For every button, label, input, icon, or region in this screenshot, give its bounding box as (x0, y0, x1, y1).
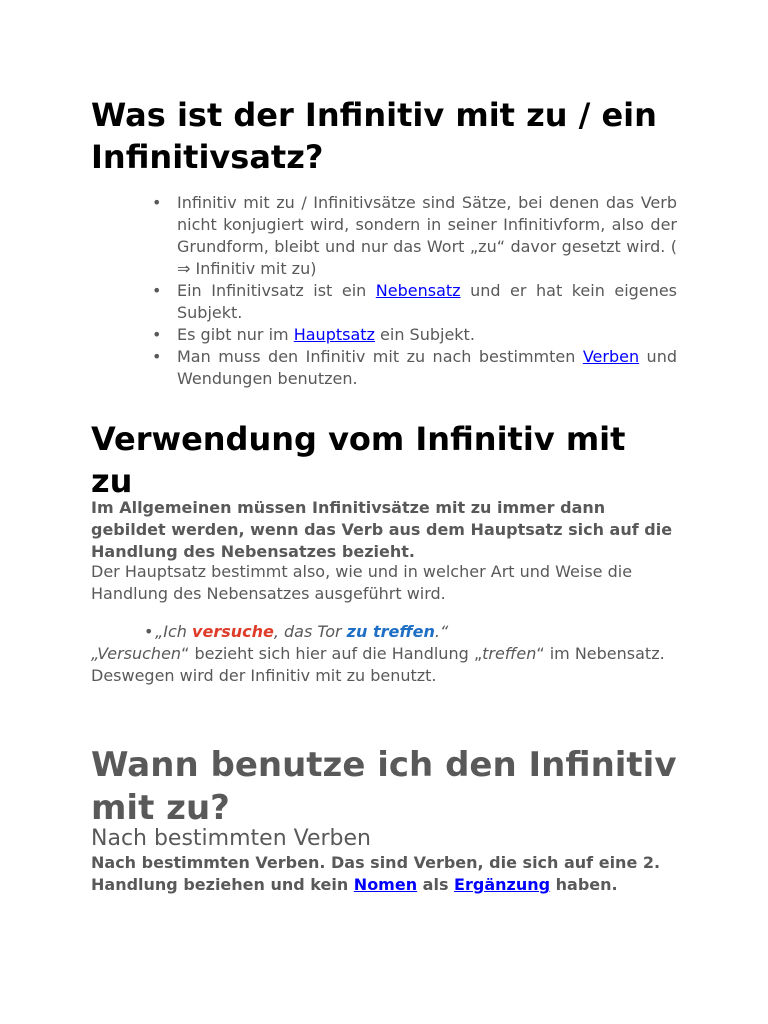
heading-wann-benutze: Wann benutze ich den Infinitiv mit zu? (91, 745, 677, 828)
heading-infinitiv-mit-zu: Was ist der Infinitiv mit zu / ein Infinitivsatz? (91, 96, 657, 176)
bullet-text: ein Subjekt. (374, 325, 475, 344)
link-verben[interactable]: Verben (582, 347, 640, 366)
bullet-text: und er hat kein eigenes Subjekt. (177, 281, 677, 322)
bullet-text: Infinitiv mit zu / Infinitivsätze sind Sätze, bei denen das Verb nicht konjugiert wird, sondern in seiner Infinitivform, also der Grundform, bleibt und nur das Wort „zu“ davor gesetzt wird. ( ⇒ Infinitiv mit zu) (177, 193, 677, 278)
paragraph-explanation (91, 643, 677, 687)
example-open: „Ich (155, 622, 193, 641)
bullet-icon: • (152, 325, 162, 344)
link-hauptsatz[interactable]: Hauptsatz (293, 325, 375, 344)
example-zu: zu (346, 622, 368, 641)
link-ergaenzung[interactable]: Ergänzung (454, 875, 551, 894)
subheading-nach-bestimmten-verben: Nach bestimmten Verben (91, 826, 371, 851)
link-nebensatz[interactable]: Nebensatz (375, 281, 461, 300)
list-item (152, 280, 677, 324)
list-item (152, 324, 677, 346)
list-item (152, 192, 677, 280)
bullet-text: Man muss den Infinitiv mit zu nach bestimmten (177, 347, 583, 366)
link-nomen[interactable]: Nomen (353, 875, 418, 894)
final-text-middle: als (417, 875, 455, 894)
bullet-icon: • (152, 193, 162, 212)
intro-bullet-list (152, 192, 677, 390)
explain-treffen: treffen (482, 644, 537, 663)
example-verb: versuche (192, 622, 274, 641)
example-infinitive: treffen (372, 622, 435, 641)
bullet-text: und Wendungen benutzen. (177, 347, 677, 388)
example-middle: , das Tor (273, 622, 347, 641)
list-item (152, 346, 677, 390)
bullet-text: Ein Infinitivsatz ist ein (177, 281, 376, 300)
paragraph-final (91, 852, 677, 896)
paragraph-bold-rule: Im Allgemeinen müssen Infinitivsätze mit zu immer dann gebildet werden, wenn das Verb aus dem Hauptsatz sich auf die Handlung des Nebensatzes bezieht. (91, 498, 673, 561)
bullet-text: Es gibt nur im (177, 325, 294, 344)
example-close: .“ (434, 622, 449, 641)
explain-text-end: “ im Nebensatz. Deswegen wird der Infinitiv mit zu benutzt. (91, 644, 665, 685)
explain-versuchen: „Versuchen (91, 644, 182, 663)
bullet-icon: • (144, 622, 154, 641)
explain-text: “ bezieht sich hier auf die Handlung „ (181, 644, 483, 663)
example-sentence (144, 621, 449, 643)
paragraph-hauptsatz: Der Hauptsatz bestimmt also, wie und in welcher Art und Weise die Handlung des Nebensatzes ausgeführt wird. (91, 562, 633, 603)
bullet-icon: • (152, 281, 162, 300)
bullet-icon: • (152, 347, 162, 366)
final-text-end: haben. (550, 875, 618, 894)
final-text: Nach bestimmten Verben. Das sind Verben, die sich auf eine 2. Handlung beziehen und kein (91, 853, 661, 894)
heading-verwendung: Verwendung vom Infinitiv mit zu (91, 420, 626, 500)
